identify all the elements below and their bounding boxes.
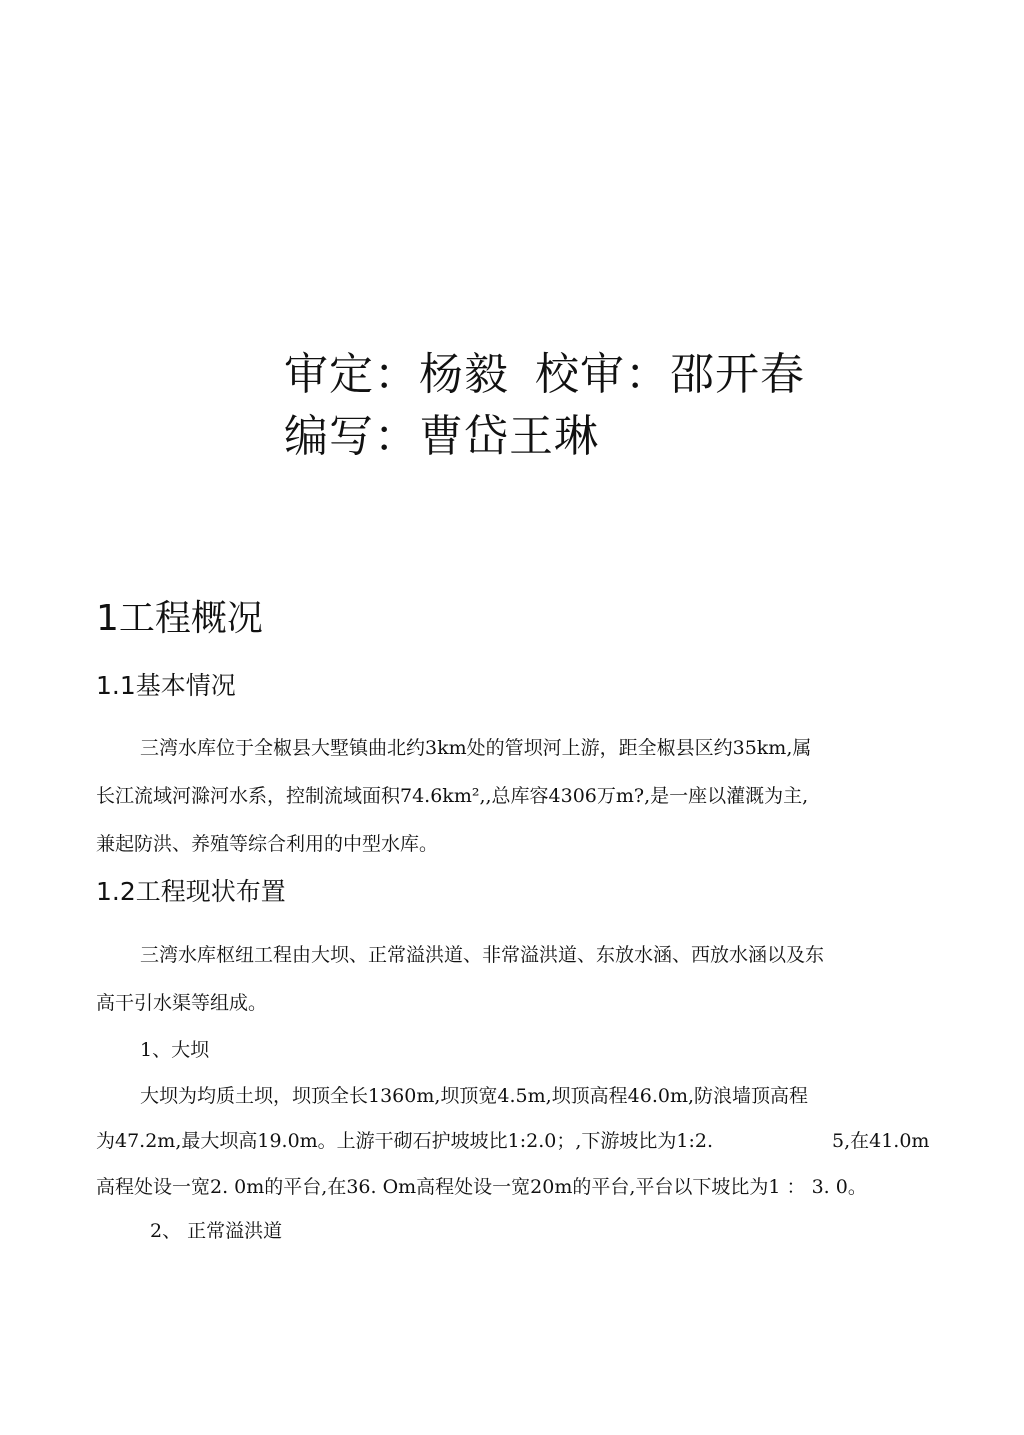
credits-line-1 [284,344,805,406]
paragraph-basic-line-2: 长江流域河滁河水系，控制流域面积74.6km²,,总库容4306万m?,是一座以灌溉为主, [96,785,809,807]
dam-line-2b: 5,在41.0m [832,1130,930,1152]
paragraph-layout-line-1: 三湾水库枢纽工程由大坝、正常溢洪道、非常溢洪道、东放水涵、西放水涵以及东 [140,944,825,966]
dam-line-2a: 为47.2m,最大坝高19.0m。上游干砌石护坡坡比1:2.0；,下游坡比为1:2. [96,1130,714,1152]
subsection-title-layout: 1.2工程现状布置 [96,877,286,906]
review-label: 校审： [535,349,670,400]
subsection-title-basic: 1.1基本情况 [96,671,236,700]
item-heading-dam: 1、大坝 [140,1039,210,1061]
item-heading-spillway: 2、 正常溢洪道 [150,1220,283,1242]
credits-line-2 [284,406,805,468]
write-label: 编写： [284,411,419,462]
dam-line-1: 大坝为均质土坝，坝顶全长1360m,坝顶宽4.5m,坝顶高程46.0m,防浪墙顶高程 [140,1085,809,1107]
paragraph-basic-line-3: 兼起防洪、养殖等综合利用的中型水库。 [96,833,439,855]
approve-name: 杨毅 [419,349,509,400]
write-names: 曹岱王琳 [419,411,599,462]
paragraph-layout-line-2: 高干引水渠等组成。 [96,992,268,1014]
credits-block [284,344,805,468]
paragraph-basic-line-1: 三湾水库位于全椒县大墅镇曲北约3km处的管坝河上游，距全椒县区约35km,属 [140,737,812,759]
dam-line-3: 高程处设一宽2. 0m的平台,在36. Om高程处设一宽20m的平台,平台以下坡比为1 ： 3. 0。 [96,1176,867,1198]
section-title: 1工程概况 [96,598,263,639]
approve-label: 审定： [284,349,419,400]
review-name: 邵开春 [670,349,805,400]
